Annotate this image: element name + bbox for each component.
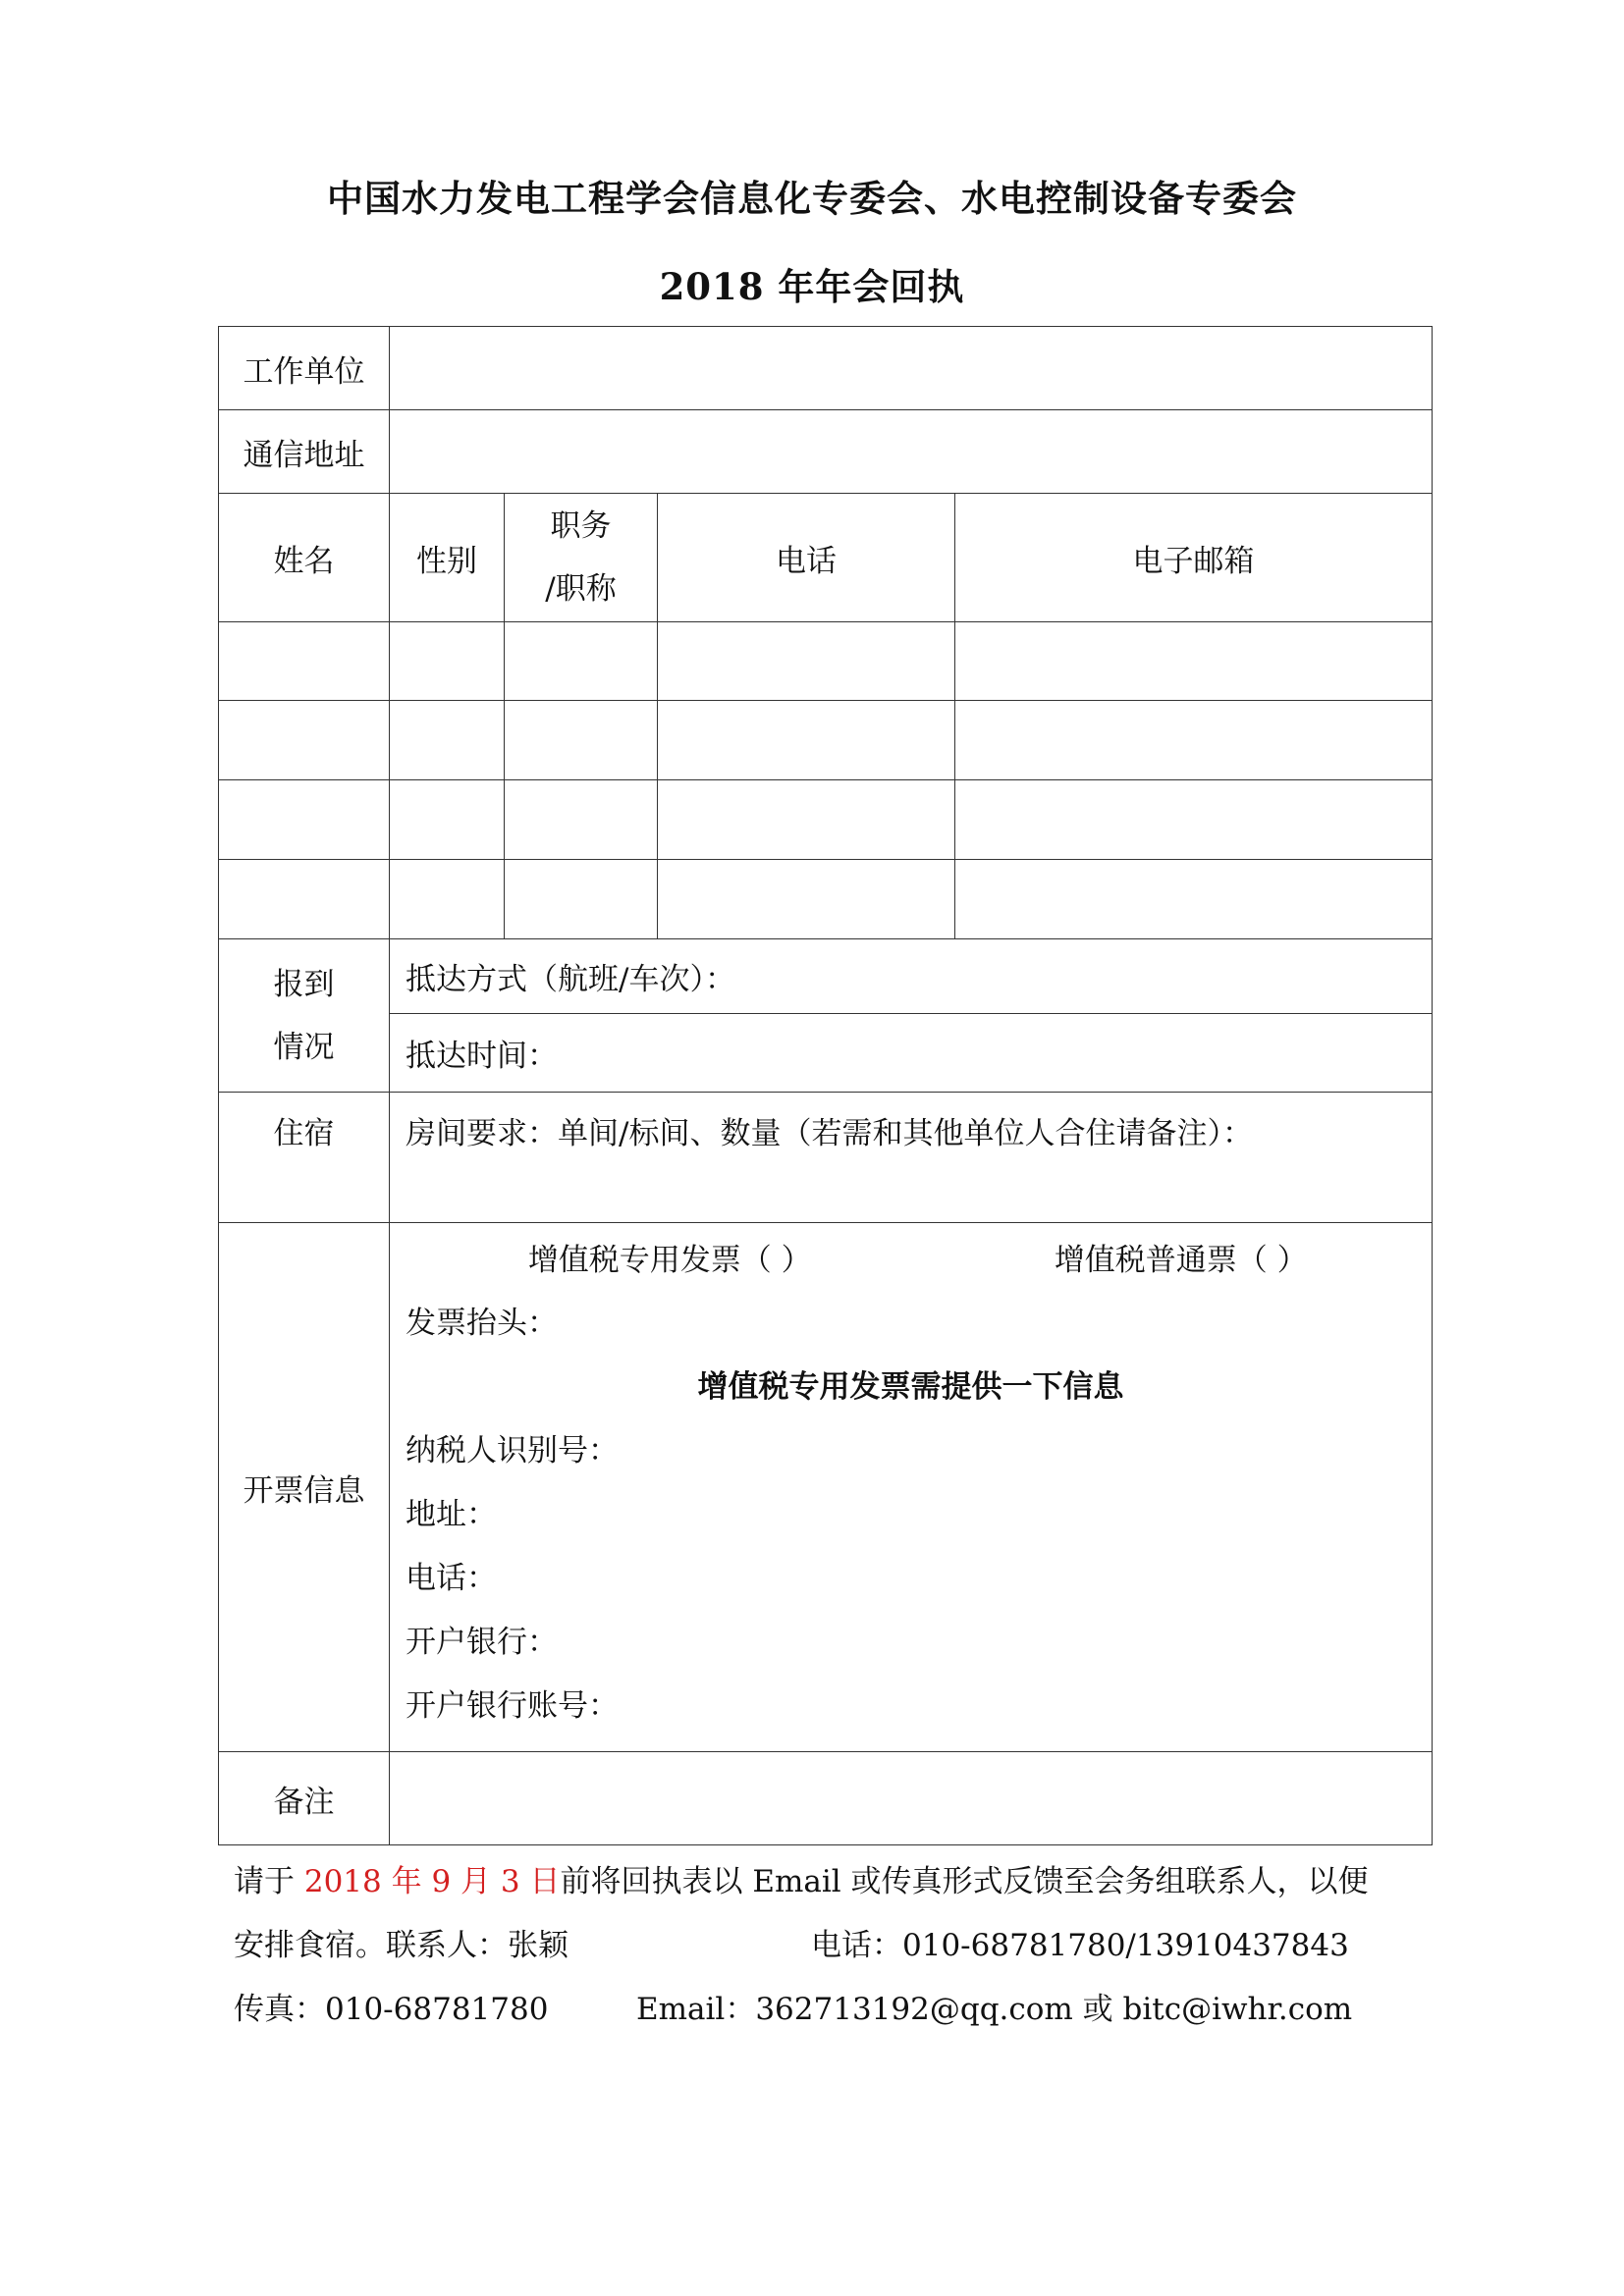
attendee-email-cell[interactable]: [955, 622, 1433, 701]
form-title: 中国水力发电工程学会信息化专委会、水电控制设备专委会: [327, 177, 1297, 220]
footer-fax: 传真：010-68781780: [234, 1992, 549, 2027]
attendee-row: [219, 860, 1433, 939]
form-subtitle: 2018 年年会回执: [659, 265, 965, 308]
attendee-gender-cell[interactable]: [390, 860, 505, 939]
address-field[interactable]: [390, 410, 1433, 494]
bank-account-field[interactable]: 开户银行账号：: [406, 1688, 619, 1724]
address-label: 通信地址: [219, 410, 390, 494]
attendee-row: [219, 701, 1433, 780]
attendee-name-cell[interactable]: [219, 860, 390, 939]
invoice-label: 开票信息: [219, 1223, 390, 1752]
name-header: 姓名: [219, 494, 390, 622]
phone-header: 电话: [658, 494, 955, 622]
position-header-line1: 职务: [550, 508, 612, 544]
attendee-position-cell[interactable]: [505, 622, 658, 701]
receipt-form-table: [218, 326, 1433, 1845]
invoice-section: [390, 1223, 1433, 1752]
attendee-position-cell[interactable]: [505, 701, 658, 780]
deadline-date: 2018 年 9 月 3 日: [303, 1864, 561, 1899]
arrival-label-line1: 报到: [273, 966, 335, 1002]
arrival-method-field[interactable]: 抵达方式（航班/车次）：: [390, 939, 1433, 1014]
attendee-phone-cell[interactable]: [658, 622, 955, 701]
attendee-phone-cell[interactable]: [658, 860, 955, 939]
invoice-subtable: [390, 1223, 1432, 1738]
lodging-label: 住宿: [219, 1093, 390, 1223]
email-header: 电子邮箱: [955, 494, 1433, 622]
attendee-gender-cell[interactable]: [390, 701, 505, 780]
attendee-phone-cell[interactable]: [658, 701, 955, 780]
arrival-label: [219, 939, 390, 1093]
remarks-label: 备注: [219, 1752, 390, 1845]
invoice-header-field[interactable]: 发票抬头：: [406, 1306, 558, 1341]
footer-email: Email：362713192@qq.com 或 bitc@iwhr.com: [636, 1992, 1353, 2027]
attendee-name-cell[interactable]: [219, 780, 390, 860]
lodging-field[interactable]: 房间要求：单间/标间、数量（若需和其他单位人合住请备注）：: [390, 1093, 1433, 1223]
arrival-time-field[interactable]: 抵达时间：: [390, 1014, 1433, 1093]
footer-contact-phone: 电话：010-68781780/13910437843: [811, 1928, 1349, 1963]
attendee-name-cell[interactable]: [219, 622, 390, 701]
attendee-gender-cell[interactable]: [390, 622, 505, 701]
attendee-email-cell[interactable]: [955, 780, 1433, 860]
vat-special-invoice-option[interactable]: 增值税专用发票（ ）: [527, 1242, 812, 1278]
attendee-email-cell[interactable]: [955, 701, 1433, 780]
attendee-gender-cell[interactable]: [390, 780, 505, 860]
work-unit-field[interactable]: [390, 327, 1433, 410]
attendee-email-cell[interactable]: [955, 860, 1433, 939]
attendee-position-cell[interactable]: [505, 860, 658, 939]
invoice-phone-field[interactable]: 电话：: [406, 1561, 497, 1596]
footer-contact-name: 安排食宿。联系人：张颖: [234, 1928, 568, 1963]
invoice-note: 增值税专用发票需提供一下信息: [697, 1369, 1124, 1405]
attendee-name-cell[interactable]: [219, 701, 390, 780]
invoice-details: [390, 1290, 1432, 1738]
taxpayer-id-field[interactable]: 纳税人识别号：: [406, 1433, 619, 1468]
work-unit-label: 工作单位: [219, 327, 390, 410]
vat-normal-invoice-option[interactable]: 增值税普通票（ ）: [1054, 1242, 1308, 1278]
footer-prefix: 请于: [234, 1864, 304, 1899]
footer-line-1: [234, 1856, 1369, 1900]
bank-field[interactable]: 开户银行：: [406, 1625, 558, 1660]
attendee-phone-cell[interactable]: [658, 780, 955, 860]
position-header-line2: /职称: [545, 571, 617, 607]
attendee-position-cell[interactable]: [505, 780, 658, 860]
arrival-label-line2: 情况: [273, 1029, 335, 1065]
attendee-row: [219, 780, 1433, 860]
footer-instruction: 前将回执表以 Email 或传真形式反馈至会务组联系人，以便: [560, 1864, 1369, 1899]
attendee-row: [219, 622, 1433, 701]
invoice-address-field[interactable]: 地址：: [406, 1497, 497, 1532]
remarks-field[interactable]: [390, 1752, 1433, 1845]
position-header: [505, 494, 658, 622]
gender-header: 性别: [390, 494, 505, 622]
